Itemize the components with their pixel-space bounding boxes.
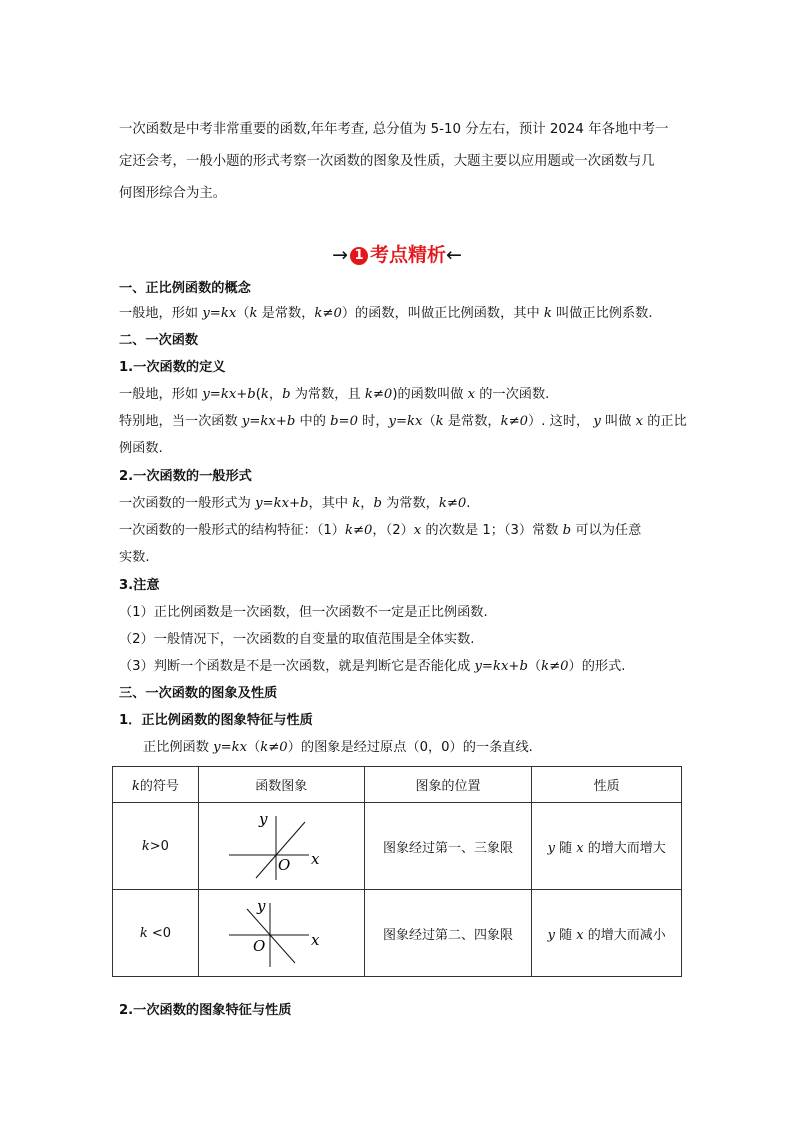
heading-3: 三、一次函数的图象及性质 xyxy=(119,686,278,701)
header-graph: 函数图象 xyxy=(198,767,364,803)
paragraph-special-case: 特别地，当一次函数 y=kx+b 中的 b=0 时，y=kx（k 是常数，k≠0）. 这时， y 叫做 x 的正比 xyxy=(119,414,687,429)
svg-text:y: y xyxy=(259,810,268,828)
table-row xyxy=(113,890,682,977)
paragraph-structure: 一次函数的一般形式的结构特征：（1）k≠0，（2）x 的次数是 1；（3）常数 b 可以为任意 xyxy=(119,523,642,538)
paragraph-special-case-cont: 例函数. xyxy=(119,441,163,456)
note-3: （3）判断一个函数是不是一次函数，就是判断它是否能化成 y=kx+b（k≠0）的形式. xyxy=(119,659,626,674)
svg-text:x: x xyxy=(311,931,320,949)
paragraph-proportional-graph: 正比例函数 y=kx（k≠0）的图象是经过原点（0，0）的一条直线. xyxy=(143,740,533,755)
heading-2: 二、一次函数 xyxy=(119,333,199,348)
intro-line-3: 何图形综合为主。 xyxy=(119,186,227,201)
cell-position: 图象经过第一、三象限 xyxy=(364,803,532,890)
header-position: 图象的位置 xyxy=(364,767,532,803)
paragraph-general-form: 一次函数的一般形式为 y=kx+b，其中 k，b 为常数，k≠0. xyxy=(119,496,471,511)
cell-property: y 随 x 的增大而减小 xyxy=(532,890,682,977)
heading-1: 一、正比例函数的概念 xyxy=(119,281,251,296)
cell-graph xyxy=(198,890,364,977)
heading-3-1: 1．正比例函数的图象特征与性质 xyxy=(119,713,313,728)
cell-position: 图象经过第二、四象限 xyxy=(364,890,532,977)
intro-line-2: 定还会考，一般小题的形式考察一次函数的图象及性质，大题主要以应用题或一次函数与几 xyxy=(119,154,655,169)
cell-property: y 随 x 的增大而增大 xyxy=(532,803,682,890)
heading-2-3: 3.注意 xyxy=(119,578,160,593)
svg-text:y: y xyxy=(257,897,266,915)
cell-sign: k <0 xyxy=(113,890,199,977)
section-title xyxy=(0,243,794,267)
note-2: （2）一般情况下，一次函数的自变量的取值范围是全体实数. xyxy=(119,632,475,647)
paragraph-structure-cont: 实数. xyxy=(119,550,150,565)
properties-table xyxy=(112,766,682,977)
cell-graph xyxy=(198,803,364,890)
paragraph-linear-def: 一般地，形如 y=kx+b(k，b 为常数，且 k≠0)的函数叫做 x 的一次函数. xyxy=(119,387,550,402)
note-1: （1）正比例函数是一次函数，但一次函数不一定是正比例函数. xyxy=(119,605,488,620)
table-header-row xyxy=(113,767,682,803)
graph-increasing xyxy=(221,808,341,884)
left-arrow-icon: → xyxy=(332,244,348,266)
table-row xyxy=(113,803,682,890)
svg-text:x: x xyxy=(311,850,320,868)
header-sign: k的符号 xyxy=(113,767,199,803)
number-badge: 1 xyxy=(350,247,368,265)
paragraph-proportional-def: 一般地，形如 y=kx（k 是常数，k≠0）的函数，叫做正比例函数，其中 k 叫做正比例系数. xyxy=(119,306,653,321)
heading-2-1: 1.一次函数的定义 xyxy=(119,360,226,375)
header-property: 性质 xyxy=(532,767,682,803)
svg-text:O: O xyxy=(278,856,291,874)
section-title-text: 考点精析 xyxy=(369,244,446,266)
heading-2-2: 2.一次函数的一般形式 xyxy=(119,469,252,484)
cell-sign: k>0 xyxy=(113,803,199,890)
right-arrow-icon: ← xyxy=(446,244,462,266)
heading-3-2: 2.一次函数的图象特征与性质 xyxy=(119,1003,292,1018)
intro-line-1: 一次函数是中考非常重要的函数,年年考查, 总分值为 5-10 分左右，预计 2024 年各地中考一 xyxy=(119,122,669,137)
graph-decreasing xyxy=(221,895,341,971)
svg-text:O: O xyxy=(253,937,266,955)
